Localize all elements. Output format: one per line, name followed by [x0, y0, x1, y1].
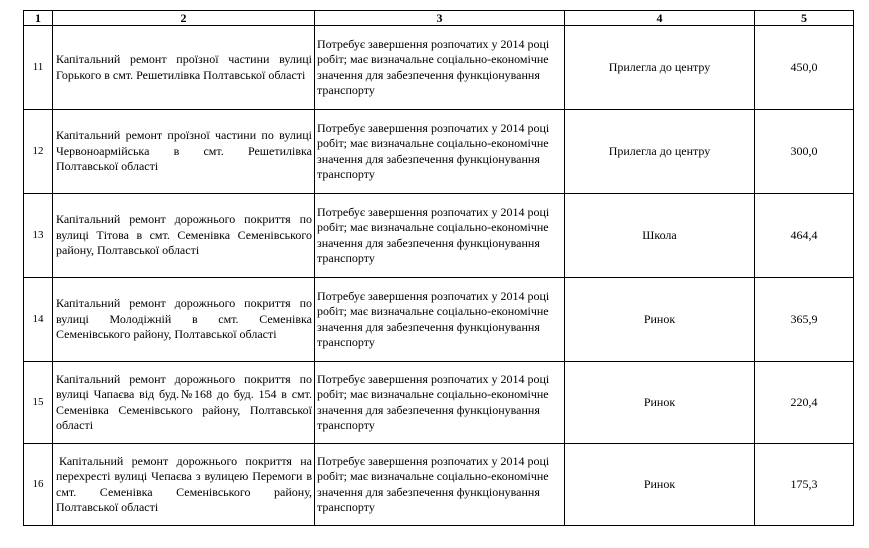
table-header-row — [24, 11, 854, 26]
header-col-1: 1 — [24, 11, 53, 26]
cost-amount: 175,3 — [755, 444, 854, 526]
cost-amount: 300,0 — [755, 110, 854, 194]
document-page — [23, 10, 854, 526]
social-object: Ринок — [565, 278, 755, 362]
cost-amount: 220,4 — [755, 362, 854, 444]
project-justification: Потребує завершення розпочатих у 2014 році робіт; має визначальне соціально-економічне значення для забезпечення функціонування транспорту — [315, 26, 565, 110]
project-name: Капітальний ремонт дорожнього покриття на перехресті вулиці Чепаєва з вулицею Перемоги в смт. Семенівка Семенівського району, Полтавської області — [53, 444, 315, 526]
project-name: Капітальний ремонт дорожнього покриття по вулиці Тітова в смт. Семенівка Семенівського району, Полтавської області — [53, 194, 315, 278]
row-number: 12 — [24, 110, 53, 194]
header-col-2: 2 — [53, 11, 315, 26]
project-name: Капітальний ремонт дорожнього покриття по вулиці Молодіжній в смт. Семенівка Семенівського району, Полтавської області — [53, 278, 315, 362]
row-number: 14 — [24, 278, 53, 362]
cost-amount: 365,9 — [755, 278, 854, 362]
table-row — [24, 26, 854, 110]
table-row — [24, 444, 854, 526]
cost-amount: 450,0 — [755, 26, 854, 110]
project-justification: Потребує завершення розпочатих у 2014 році робіт; має визначальне соціально-економічне значення для забезпечення функціонування транспорту — [315, 444, 565, 526]
table-row — [24, 362, 854, 444]
table-row — [24, 278, 854, 362]
project-justification: Потребує завершення розпочатих у 2014 році робіт; має визначальне соціально-економічне значення для забезпечення функціонування транспорту — [315, 278, 565, 362]
social-object: Прилегла до центру — [565, 110, 755, 194]
row-number: 15 — [24, 362, 53, 444]
header-col-5: 5 — [755, 11, 854, 26]
table-row — [24, 110, 854, 194]
social-object: Ринок — [565, 362, 755, 444]
social-object: Ринок — [565, 444, 755, 526]
project-name: Капітальний ремонт проїзної частини вулиці Горького в смт. Решетилівка Полтавської області — [53, 26, 315, 110]
row-number: 11 — [24, 26, 53, 110]
row-number: 16 — [24, 444, 53, 526]
project-name: Капітальний ремонт проїзної частини по вулиці Червоноармійська в смт. Решетилівка Полтавської області — [53, 110, 315, 194]
header-col-3: 3 — [315, 11, 565, 26]
social-object: Прилегла до центру — [565, 26, 755, 110]
table-row — [24, 194, 854, 278]
row-number: 13 — [24, 194, 53, 278]
project-justification: Потребує завершення розпочатих у 2014 році робіт; має визначальне соціально-економічне значення для забезпечення функціонування транспорту — [315, 110, 565, 194]
social-object: Школа — [565, 194, 755, 278]
road-repair-table — [23, 10, 854, 526]
project-justification: Потребує завершення розпочатих у 2014 році робіт; має визначальне соціально-економічне значення для забезпечення функціонування транспорту — [315, 194, 565, 278]
header-col-4: 4 — [565, 11, 755, 26]
project-justification: Потребує завершення розпочатих у 2014 році робіт; має визначальне соціально-економічне значення для забезпечення функціонування транспорту — [315, 362, 565, 444]
cost-amount: 464,4 — [755, 194, 854, 278]
project-name: Капітальний ремонт дорожнього покриття по вулиці Чапаєва від буд.№168 до буд. 154 в смт. Семенівка Семенівського району, Полтавської області — [53, 362, 315, 444]
